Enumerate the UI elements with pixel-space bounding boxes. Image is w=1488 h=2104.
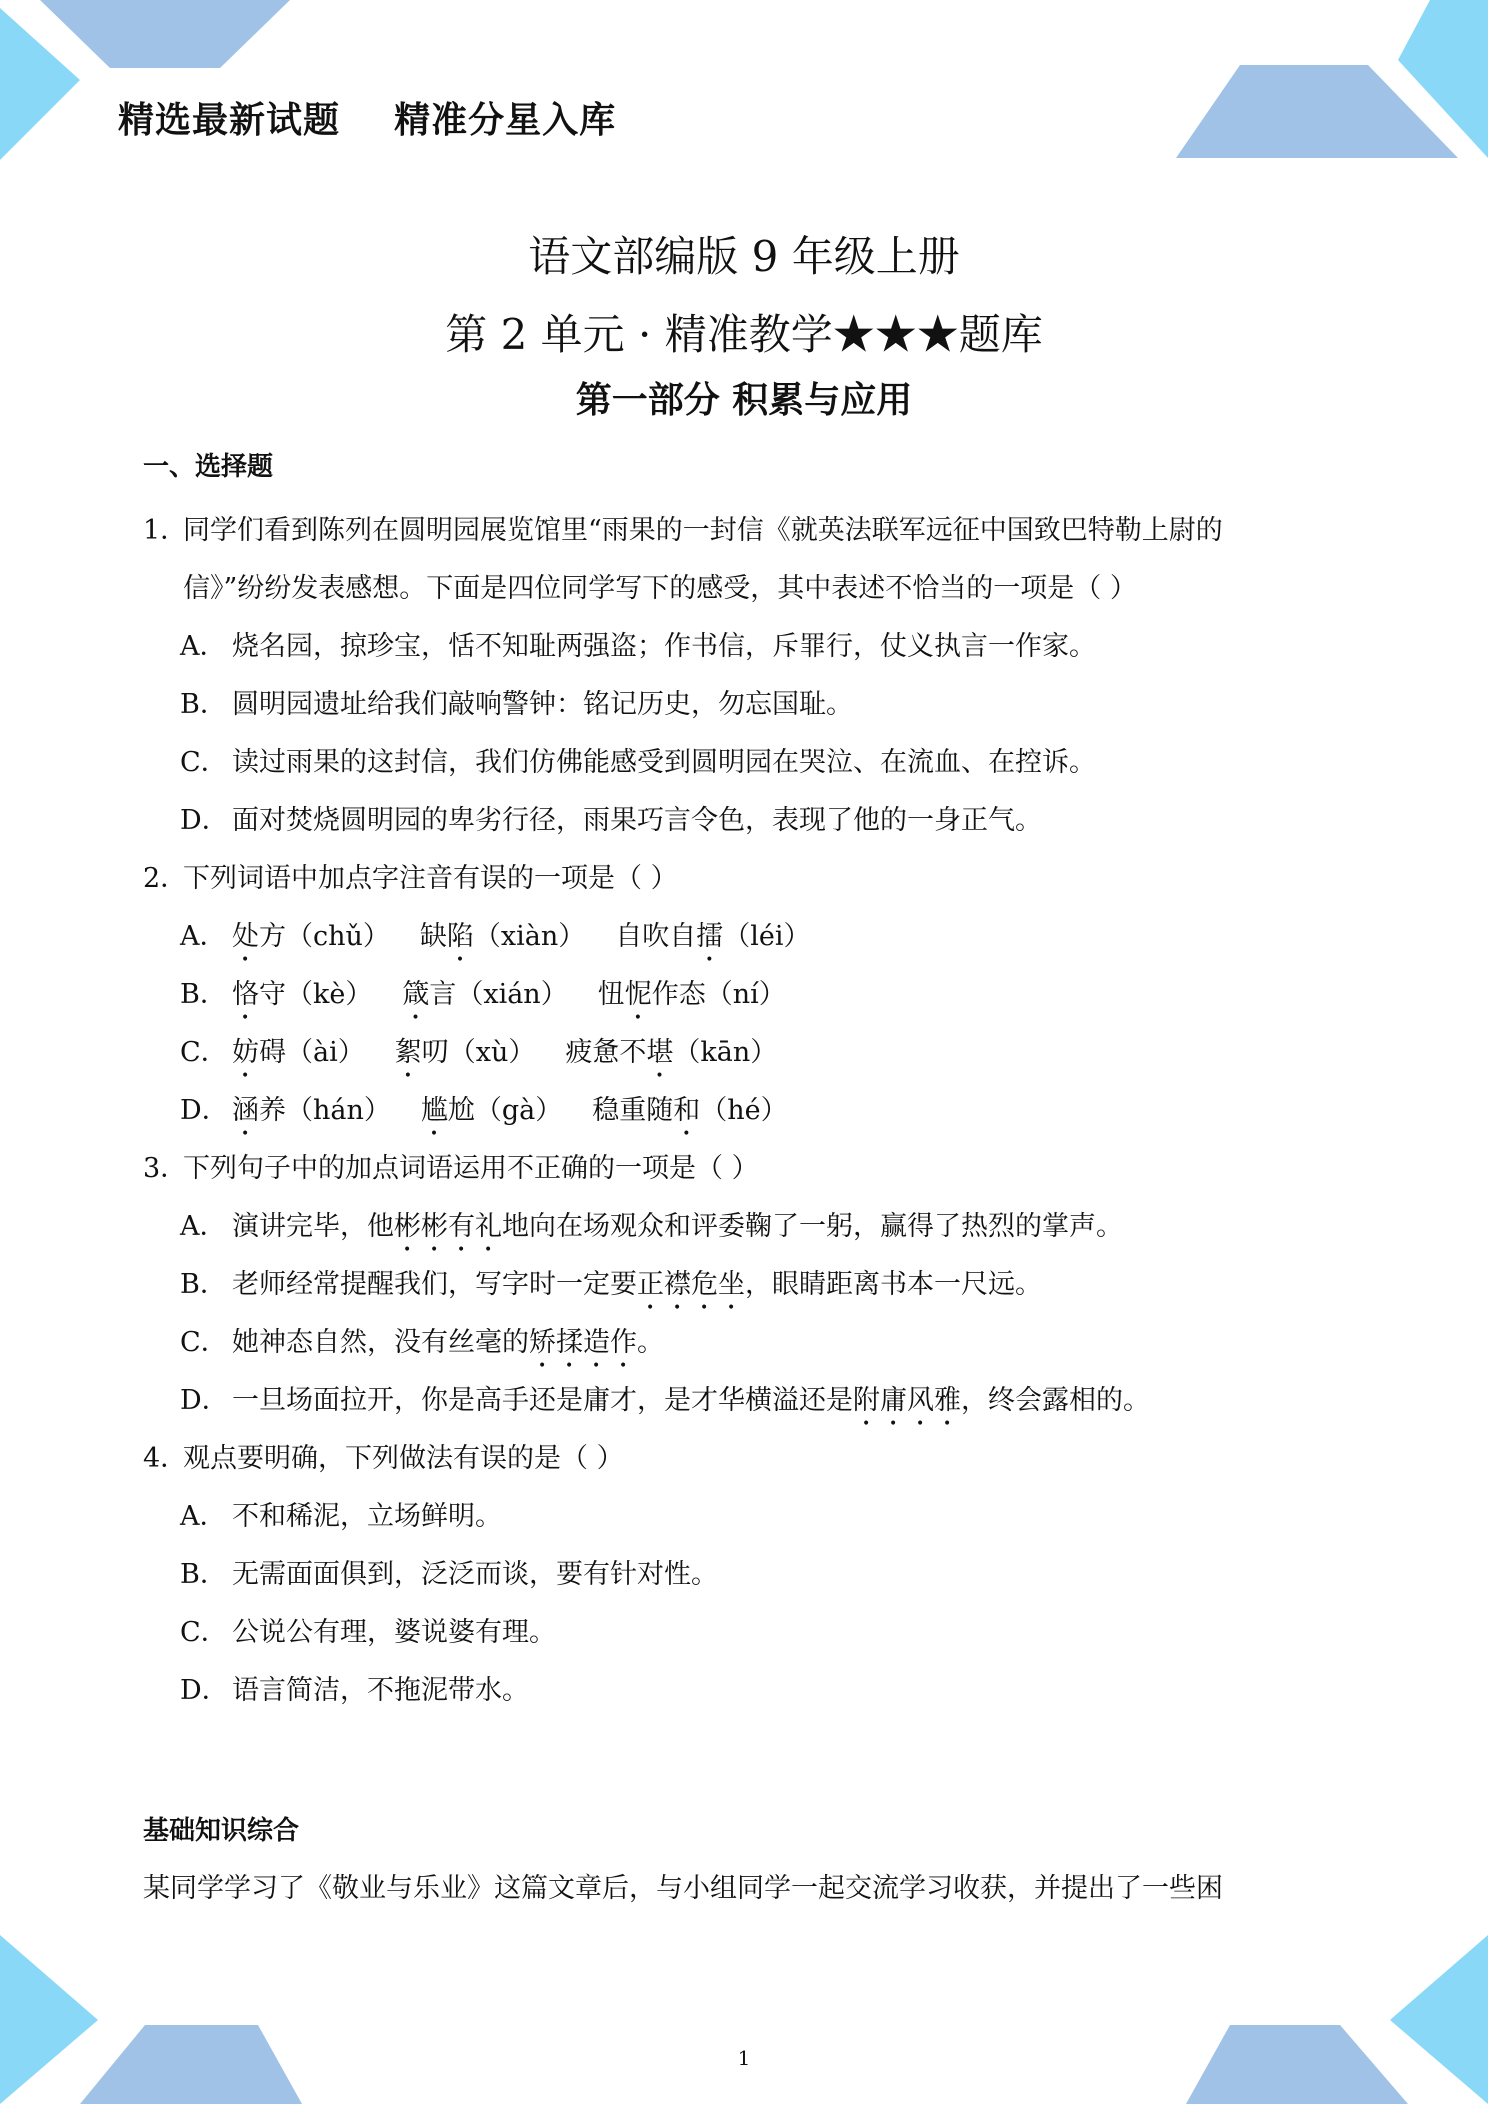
dotted-char: 处: [232, 921, 259, 952]
option-text: 读过雨果的这封信，我们仿佛能感受到圆明园在哭泣、在流血、在控诉。: [232, 747, 1096, 778]
dotted-char: 涵: [232, 1095, 259, 1126]
header-banner: 精选最新试题 精准分星入库: [118, 100, 617, 141]
question-4-option-c: [143, 1604, 1363, 1662]
option-label: D．: [180, 805, 229, 836]
question-2-option-d: [143, 1082, 1363, 1140]
dotted-char: 妨: [232, 1037, 259, 1068]
word-text: 疲惫不: [565, 1037, 647, 1068]
dotted-char: 絮: [394, 1037, 422, 1068]
question-2-option-b: [143, 966, 1363, 1024]
option-label: D．: [180, 1095, 229, 1126]
dotted-phrase: 附庸风雅: [853, 1385, 961, 1416]
option-label: C．: [180, 1037, 228, 1068]
option-label: D．: [180, 1385, 229, 1416]
word-text: （hé）: [700, 1095, 788, 1126]
question-2-option-c: [143, 1024, 1363, 1082]
question-number: 3．: [143, 1153, 188, 1184]
option-label: B．: [180, 1559, 227, 1590]
question-2-option-a: [143, 908, 1363, 966]
dotted-char: 箴: [402, 979, 430, 1010]
word-text: 守（kè）: [259, 979, 373, 1010]
option-text: 地向在场观众和评委鞠了一躬，赢得了热烈的掌声。: [502, 1211, 1123, 1242]
word-text: 作态（ní）: [651, 979, 786, 1010]
question-1-stem-line1: 同学们看到陈列在圆明园展览馆里“雨果的一封信《就英法联军远征中国致巴特勒上尉的: [183, 515, 1223, 546]
question-3-stem-text: 下列句子中的加点词语运用不正确的一项是（ ）: [183, 1153, 759, 1184]
word-text: 缺: [419, 921, 447, 952]
option-text: ，终会露相的。: [961, 1385, 1150, 1416]
dotted-char: 尴: [420, 1095, 448, 1126]
question-4-stem: [143, 1430, 1363, 1488]
dotted-char: 和: [673, 1095, 701, 1126]
question-3-option-d: [143, 1372, 1363, 1430]
word-text: 碍（ài）: [259, 1037, 365, 1068]
dotted-char: 堪: [646, 1037, 674, 1068]
option-label: A．: [180, 631, 227, 662]
word-text: 方（chǔ）: [259, 921, 390, 952]
dotted-char: 陷: [446, 921, 474, 952]
question-3-option-a: [143, 1198, 1363, 1256]
option-text: 烧名园，掠珍宝，恬不知耻两强盗；作书信，斥罪行，仗义执言一作家。: [232, 631, 1096, 662]
word-text: 稳重随: [592, 1095, 674, 1126]
option-label: D．: [180, 1675, 229, 1706]
question-4-option-b: [143, 1546, 1363, 1604]
option-label: C．: [180, 1617, 228, 1648]
question-1-option-b: [143, 676, 1363, 734]
bottom-right-triangle-shape: [1390, 1935, 1488, 2104]
option-label: C．: [180, 747, 228, 778]
question-1-stem-line2: 信》”纷纷发表感想。下面是四位同学写下的感受，其中表述不恰当的一项是（ ）: [183, 573, 1137, 604]
option-label: B．: [180, 979, 227, 1010]
option-label: A．: [180, 1211, 227, 1242]
option-label: C．: [180, 1327, 228, 1358]
word-text: 养（hán）: [259, 1095, 391, 1126]
dotted-char: 恪: [232, 979, 259, 1010]
section-heading: 一、选择题: [143, 452, 274, 482]
option-text: 不和稀泥，立场鲜明。: [232, 1501, 502, 1532]
dotted-phrase: 矫揉造作: [529, 1327, 637, 1358]
document-title: 语文部编版 9 年级上册: [528, 232, 960, 281]
option-text: ，眼睛距离书本一尺远。: [745, 1269, 1042, 1300]
word-text: 叨（xù）: [421, 1037, 536, 1068]
option-text: 语言简洁，不拖泥带水。: [232, 1675, 529, 1706]
top-left-band-shape: [40, 0, 290, 68]
part-title: 第一部分 积累与应用: [575, 380, 913, 421]
basic-knowledge-heading: 基础知识综合: [143, 1816, 300, 1846]
option-text: 。: [637, 1327, 664, 1358]
option-label: A．: [180, 921, 227, 952]
question-number: 1．: [143, 515, 188, 546]
option-text: 圆明园遗址给我们敲响警钟：铭记历史，勿忘国耻。: [232, 689, 853, 720]
option-label: B．: [180, 689, 227, 720]
option-text: 公说公有理，婆说婆有理。: [232, 1617, 556, 1648]
word-text: 忸: [597, 979, 625, 1010]
dotted-phrase: 正襟危坐: [637, 1269, 745, 1300]
basic-knowledge-paragraph: 某同学学习了《敬业与乐业》这篇文章后，与小组同学一起交流学习收获，并提出了一些困: [143, 1873, 1223, 1904]
option-label: A．: [180, 1501, 227, 1532]
word-text: 尬（gà）: [447, 1095, 563, 1126]
dotted-char: 擂: [696, 921, 724, 952]
question-3-stem: [143, 1140, 1363, 1198]
question-1-stem: [143, 502, 1363, 560]
question-4-option-d: [143, 1662, 1363, 1720]
word-text: （xiàn）: [473, 921, 586, 952]
word-text: 言（xián）: [429, 979, 568, 1010]
question-content: [143, 444, 1363, 1918]
question-1-option-a: [143, 618, 1363, 676]
option-text: 老师经常提醒我们，写字时一定要: [232, 1269, 637, 1300]
question-2-stem-text: 下列词语中加点字注音有误的一项是（ ）: [183, 863, 678, 894]
word-text: （léi）: [723, 921, 811, 952]
option-text: 演讲完毕，他: [232, 1211, 394, 1242]
question-number: 4．: [143, 1443, 188, 1474]
option-text: 她神态自然，没有丝毫的: [232, 1327, 529, 1358]
dotted-phrase: 彬彬有礼: [394, 1211, 502, 1242]
document-subtitle: 第 2 单元 · 精准教学★★★题库: [445, 310, 1043, 359]
question-1-option-d: [143, 792, 1363, 850]
option-text: 无需面面俱到，泛泛而谈，要有针对性。: [232, 1559, 718, 1590]
question-3-option-b: [143, 1256, 1363, 1314]
word-text: （kān）: [673, 1037, 778, 1068]
question-4-stem-text: 观点要明确，下列做法有误的是（ ）: [183, 1443, 624, 1474]
option-label: B．: [180, 1269, 227, 1300]
option-text: 面对焚烧圆明园的卑劣行径，雨果巧言令色，表现了他的一身正气。: [232, 805, 1042, 836]
question-2-stem: [143, 850, 1363, 908]
question-1-option-c: [143, 734, 1363, 792]
top-left-triangle-shape: [0, 8, 80, 160]
page-number: 1: [737, 2046, 751, 2070]
question-3-option-c: [143, 1314, 1363, 1372]
word-text: 自吹自: [615, 921, 697, 952]
question-number: 2．: [143, 863, 188, 894]
question-4-option-a: [143, 1488, 1363, 1546]
dotted-char: 怩: [624, 979, 652, 1010]
bottom-left-triangle-shape: [0, 1935, 98, 2104]
option-text: 一旦场面拉开，你是高手还是庸才，是才华横溢还是: [232, 1385, 853, 1416]
